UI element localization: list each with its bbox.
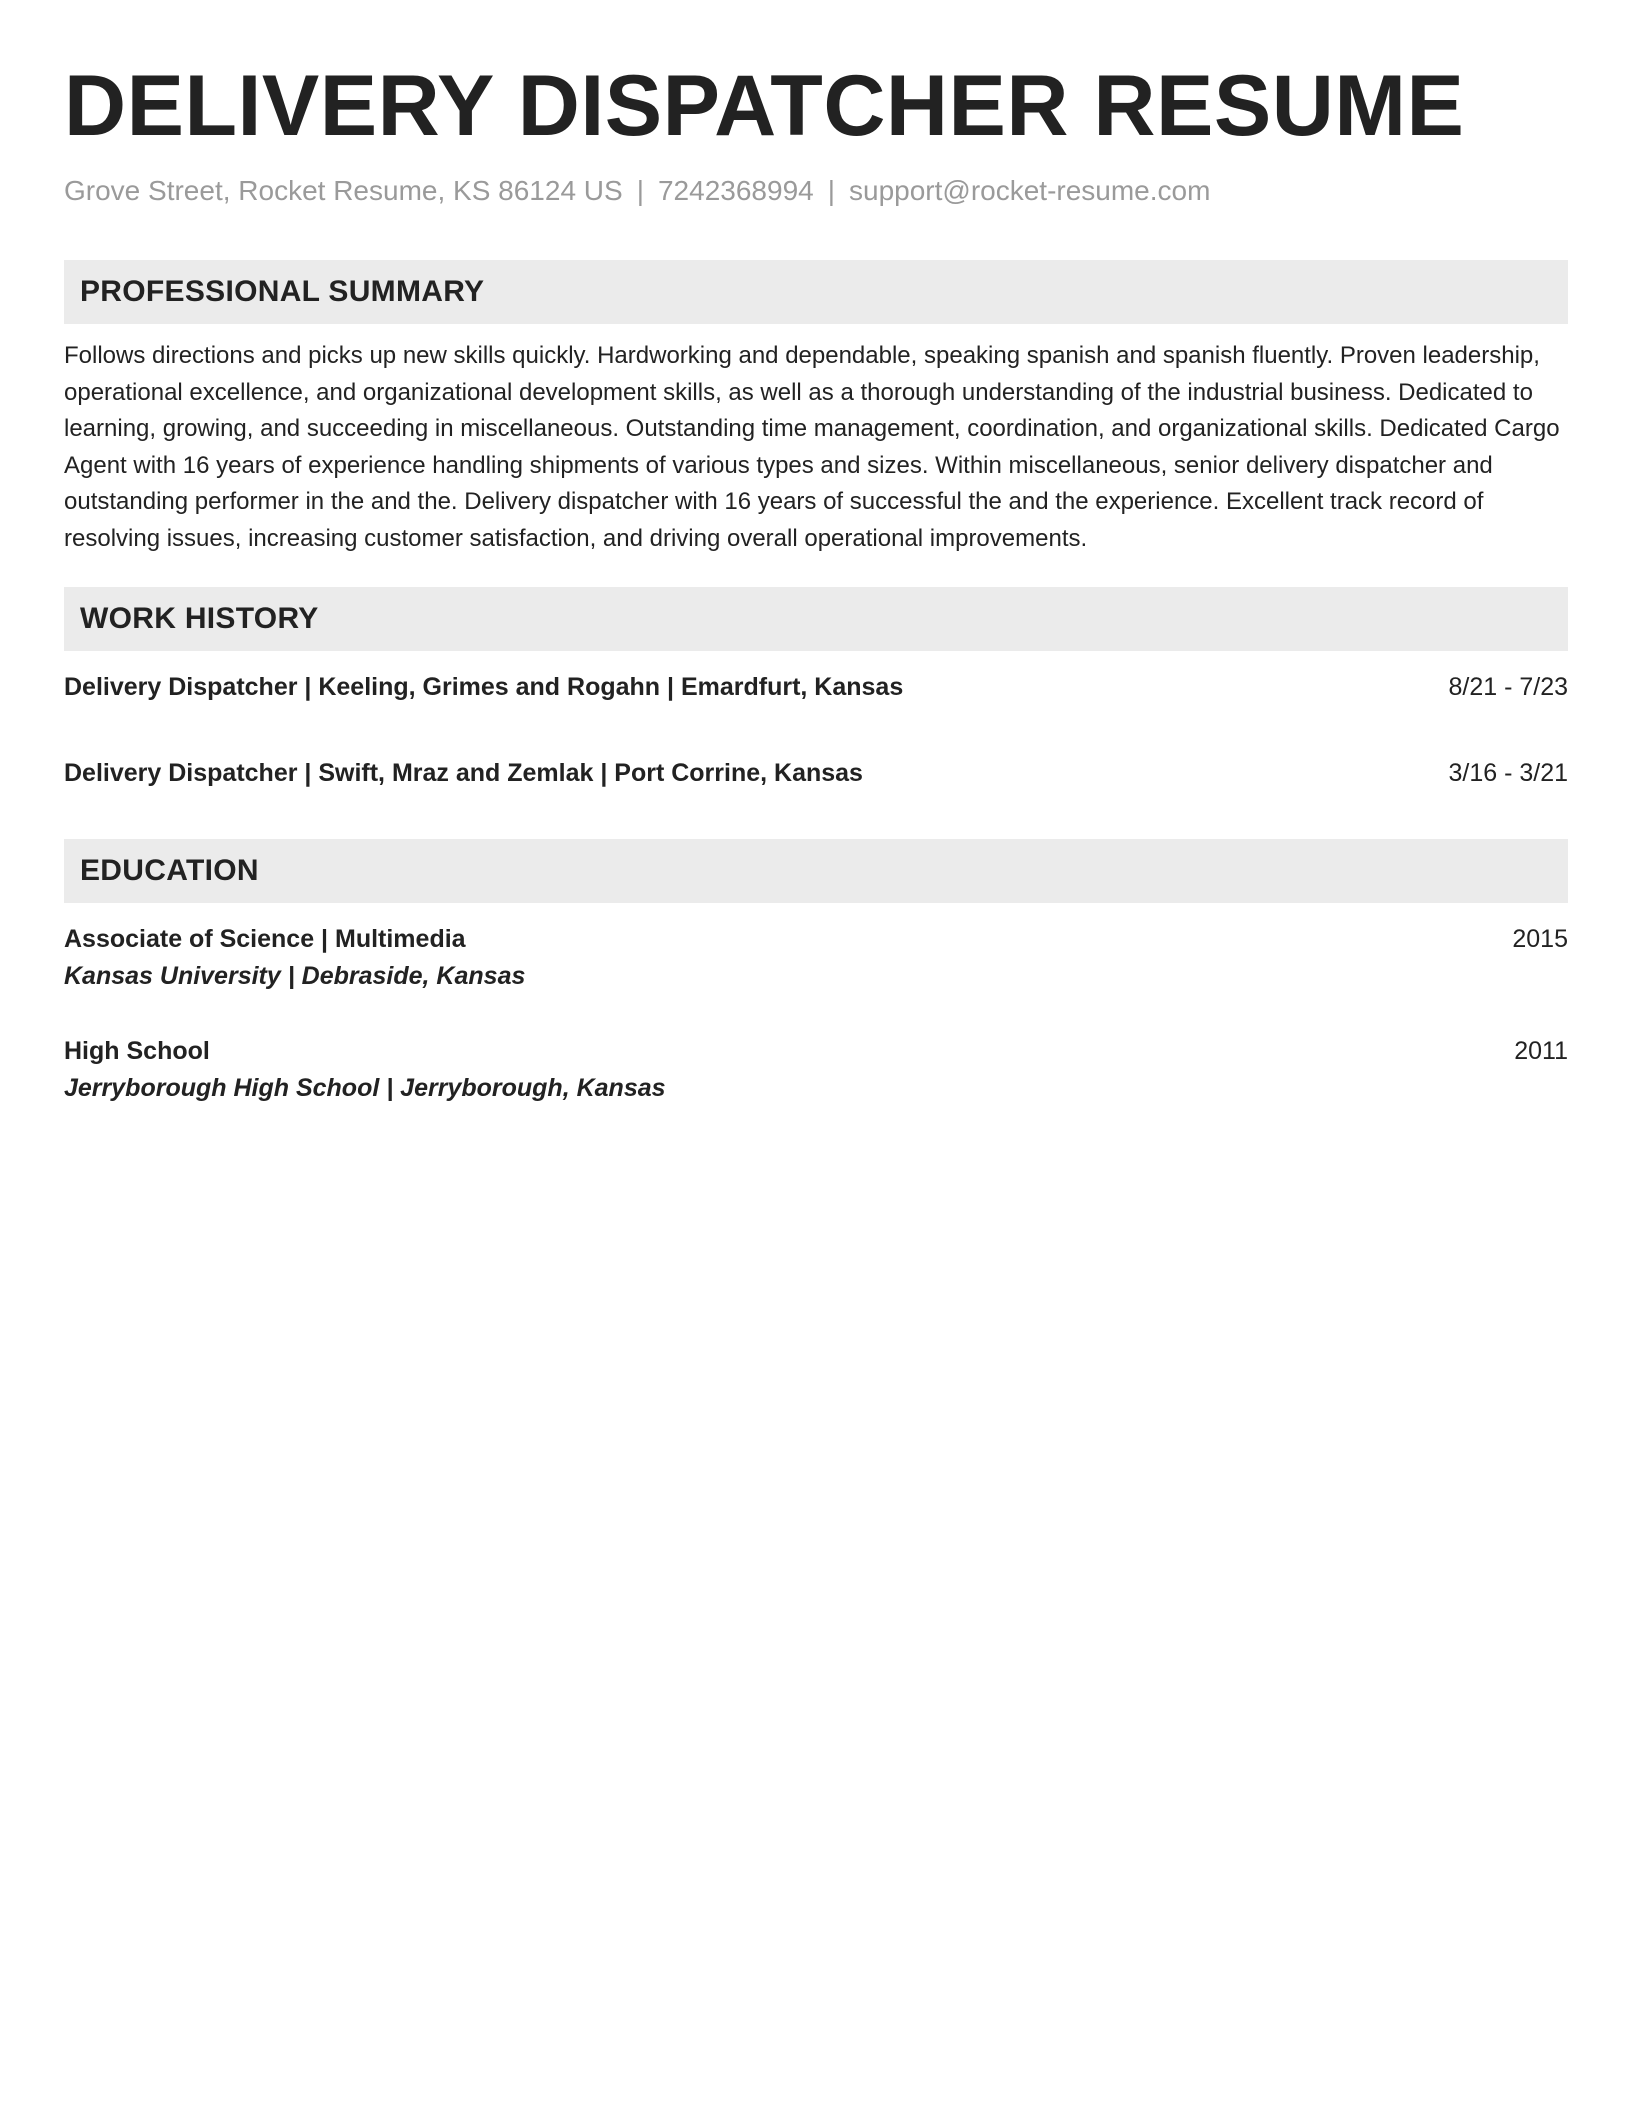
education-degree: High School [64, 1037, 210, 1065]
job-dates: 8/21 - 7/23 [1448, 673, 1568, 701]
education-section-header [64, 839, 1568, 903]
contact-separator: | [636, 175, 644, 206]
summary-text: Follows directions and picks up new skills quickly. Hardworking and dependable, speaking spanish and spanish fluently. Proven leadership, operational excellence, and organizational development skills, as well as a thorough understanding of the industrial business. Dedicated to learning, growing, and succeeding in miscellaneous. Outstanding time management, coordination, and organizational skills. Dedicated Cargo Agent with 16 years of experience handling shipments of various types and sizes. Within miscellaneous, senior delivery dispatcher and outstanding performer in the and the. Delivery dispatcher with 16 years of successful the and the experience. Excellent track record of resolving issues, increasing customer satisfaction, and driving overall operational improvements. [64, 342, 1560, 552]
job-entry [64, 755, 1568, 791]
contact-email: support@rocket-resume.com [849, 175, 1211, 206]
summary-heading: PROFESSIONAL SUMMARY [80, 275, 485, 308]
education-school: Jerryborough High School | Jerryborough, Kansas [64, 1074, 666, 1102]
education-entry [64, 921, 1568, 995]
contact-phone: 7242368994 [657, 175, 814, 206]
contact-line [64, 172, 1568, 210]
job-title: Delivery Dispatcher | Keeling, Grimes and Rogahn | Emardfurt, Kansas [64, 673, 904, 701]
education-entry [64, 1033, 1568, 1107]
summary-section-header [64, 260, 1568, 324]
education-year: 2015 [1512, 925, 1568, 953]
contact-separator: | [827, 175, 835, 206]
work-section-header [64, 587, 1568, 651]
job-entry [64, 669, 1568, 705]
job-title: Delivery Dispatcher | Swift, Mraz and Zemlak | Port Corrine, Kansas [64, 759, 863, 787]
education-school: Kansas University | Debraside, Kansas [64, 962, 526, 990]
job-dates: 3/16 - 3/21 [1448, 759, 1568, 787]
contact-address: Grove Street, Rocket Resume, KS 86124 US [64, 175, 623, 206]
education-degree: Associate of Science | Multimedia [64, 925, 466, 953]
resume-title: DELIVERY DISPATCHER RESUME [64, 58, 1465, 154]
education-heading: EDUCATION [80, 854, 259, 887]
education-year: 2011 [1514, 1037, 1568, 1065]
work-heading: WORK HISTORY [80, 602, 319, 635]
